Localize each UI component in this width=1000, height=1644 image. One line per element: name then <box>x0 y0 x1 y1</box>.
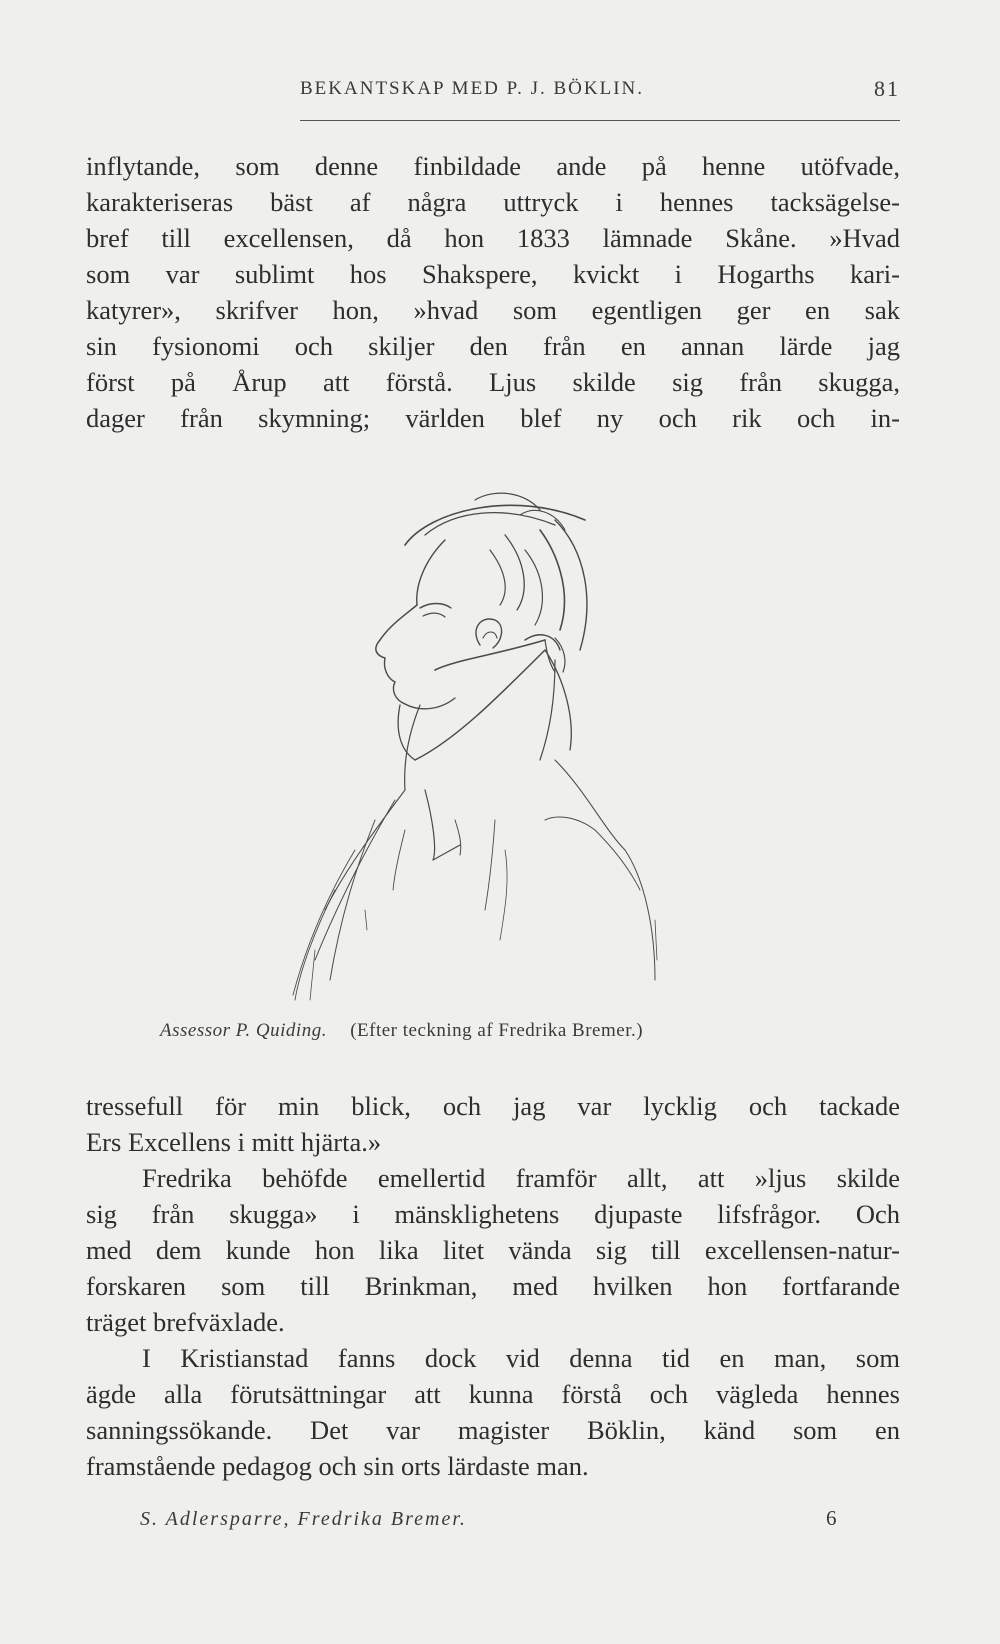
portrait-sketch <box>255 490 735 1010</box>
text-line: forskaren som till Brinkman, med hvilken hon fortfarande <box>86 1271 900 1301</box>
text-line: som var sublimt hos Shakspere, kvickt i Hogarths kari- <box>86 259 900 289</box>
running-title: BEKANTSKAP MED P. J. BÖKLIN. <box>300 78 645 99</box>
text-line: ägde alla förutsättningar att kunna förstå och vägleda hennes <box>86 1379 900 1409</box>
text-line: först på Årup att förstå. Ljus skilde sig från skugga, <box>86 367 900 397</box>
text-line: träget brefväxlade. <box>86 1307 285 1337</box>
footer-signature: S. Adlersparre, Fredrika Bremer. <box>140 1508 467 1530</box>
text-line: sin fysionomi och skiljer den från en annan lärde jag <box>86 331 900 361</box>
text-line: katyrer», skrifver hon, »hvad som egentligen ger en sak <box>86 295 900 325</box>
text-line: med dem kunde hon lika litet vända sig till excellensen-natur- <box>86 1235 900 1265</box>
caption-name: Assessor P. Quiding. <box>160 1020 327 1041</box>
text-line: karakteriseras bäst af några uttryck i hennes tacksägelse- <box>86 187 900 217</box>
header-rule <box>300 120 900 121</box>
text-line: bref till excellensen, då hon 1833 lämnade Skåne. »Hvad <box>86 223 900 253</box>
text-line: inflytande, som denne finbildade ande på henne utöfvade, <box>86 151 900 181</box>
text-line: tressefull för min blick, och jag var lycklig och tackade <box>86 1091 900 1121</box>
text-line: sanningssökande. Det var magister Böklin, känd som en <box>86 1415 900 1445</box>
sheet-number: 6 <box>826 1506 837 1530</box>
text-line: dager från skymning; världen blef ny och rik och in- <box>86 403 900 433</box>
text-line: Ers Excellens i mitt hjärta.» <box>86 1127 382 1157</box>
text-line: I Kristianstad fanns dock vid denna tid en man, som <box>142 1343 900 1373</box>
caption-note: (Efter teckning af Fredrika Bremer.) <box>350 1020 644 1041</box>
body-text-top <box>86 148 900 436</box>
text-line: Fredrika behöfde emellertid framför allt, att »ljus skilde <box>142 1163 900 1193</box>
figure-caption <box>160 1020 860 1042</box>
page-number: 81 <box>874 76 900 101</box>
text-line: framstående pedagog och sin orts lärdaste man. <box>86 1451 589 1481</box>
body-text-bottom <box>86 1088 900 1484</box>
text-line: sig från skugga» i mänsklighetens djupaste lifsfrågor. Och <box>86 1199 900 1229</box>
